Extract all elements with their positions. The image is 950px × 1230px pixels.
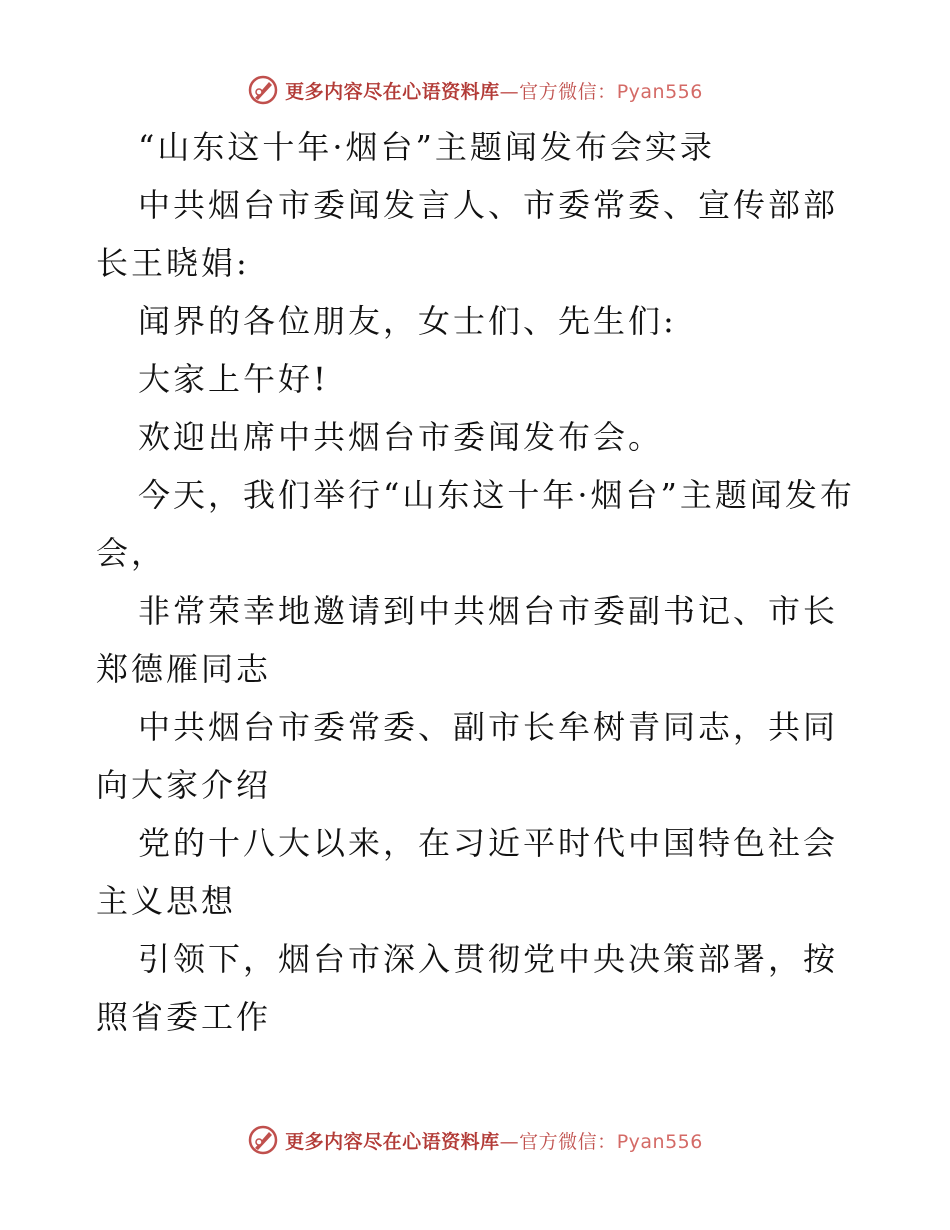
watermark-separator: — (499, 80, 520, 103)
watermark-separator: — (499, 1130, 520, 1153)
paragraph: 党的十八大以来，在习近平时代中国特色社会主义思想 (96, 824, 839, 920)
paragraph: 今天，我们举行“山东这十年·烟台”主题闻发布会， (96, 476, 855, 572)
watermark-text (285, 77, 703, 104)
watermark-text (285, 1127, 703, 1154)
paragraph: 中共烟台市委闻发言人、市委常委、宣传部部长王晓娟: (96, 186, 839, 282)
watermark-brand: 更多内容尽在心语资料库 (285, 1130, 500, 1153)
paragraph: 引领下，烟台市深入贯彻党中央决策部署，按照省委工作 (96, 940, 839, 1036)
watermark-id: Pyan556 (616, 80, 703, 103)
footer-watermark (0, 1120, 950, 1160)
watermark-id: Pyan556 (616, 1130, 703, 1153)
paragraph: 闻界的各位朋友，女士们、先生们: (138, 302, 677, 340)
document-title: “山东这十年·烟台”主题闻发布会实录 (138, 128, 715, 166)
watermark-channel: 官方微信： (519, 1130, 617, 1153)
paragraph: 中共烟台市委常委、副市长牟树青同志，共同向大家介绍 (96, 708, 839, 804)
paragraph: 大家上午好! (138, 360, 329, 398)
paragraph: 非常荣幸地邀请到中共烟台市委副书记、市长郑德雁同志 (96, 592, 839, 688)
watermark-brand: 更多内容尽在心语资料库 (285, 80, 500, 103)
watermark-channel: 官方微信： (519, 80, 617, 103)
quill-logo-icon (247, 1124, 279, 1156)
document-body (96, 118, 856, 1046)
header-watermark (0, 70, 950, 110)
paragraph: 欢迎出席中共烟台市委闻发布会。 (138, 418, 664, 456)
quill-logo-icon (247, 74, 279, 106)
